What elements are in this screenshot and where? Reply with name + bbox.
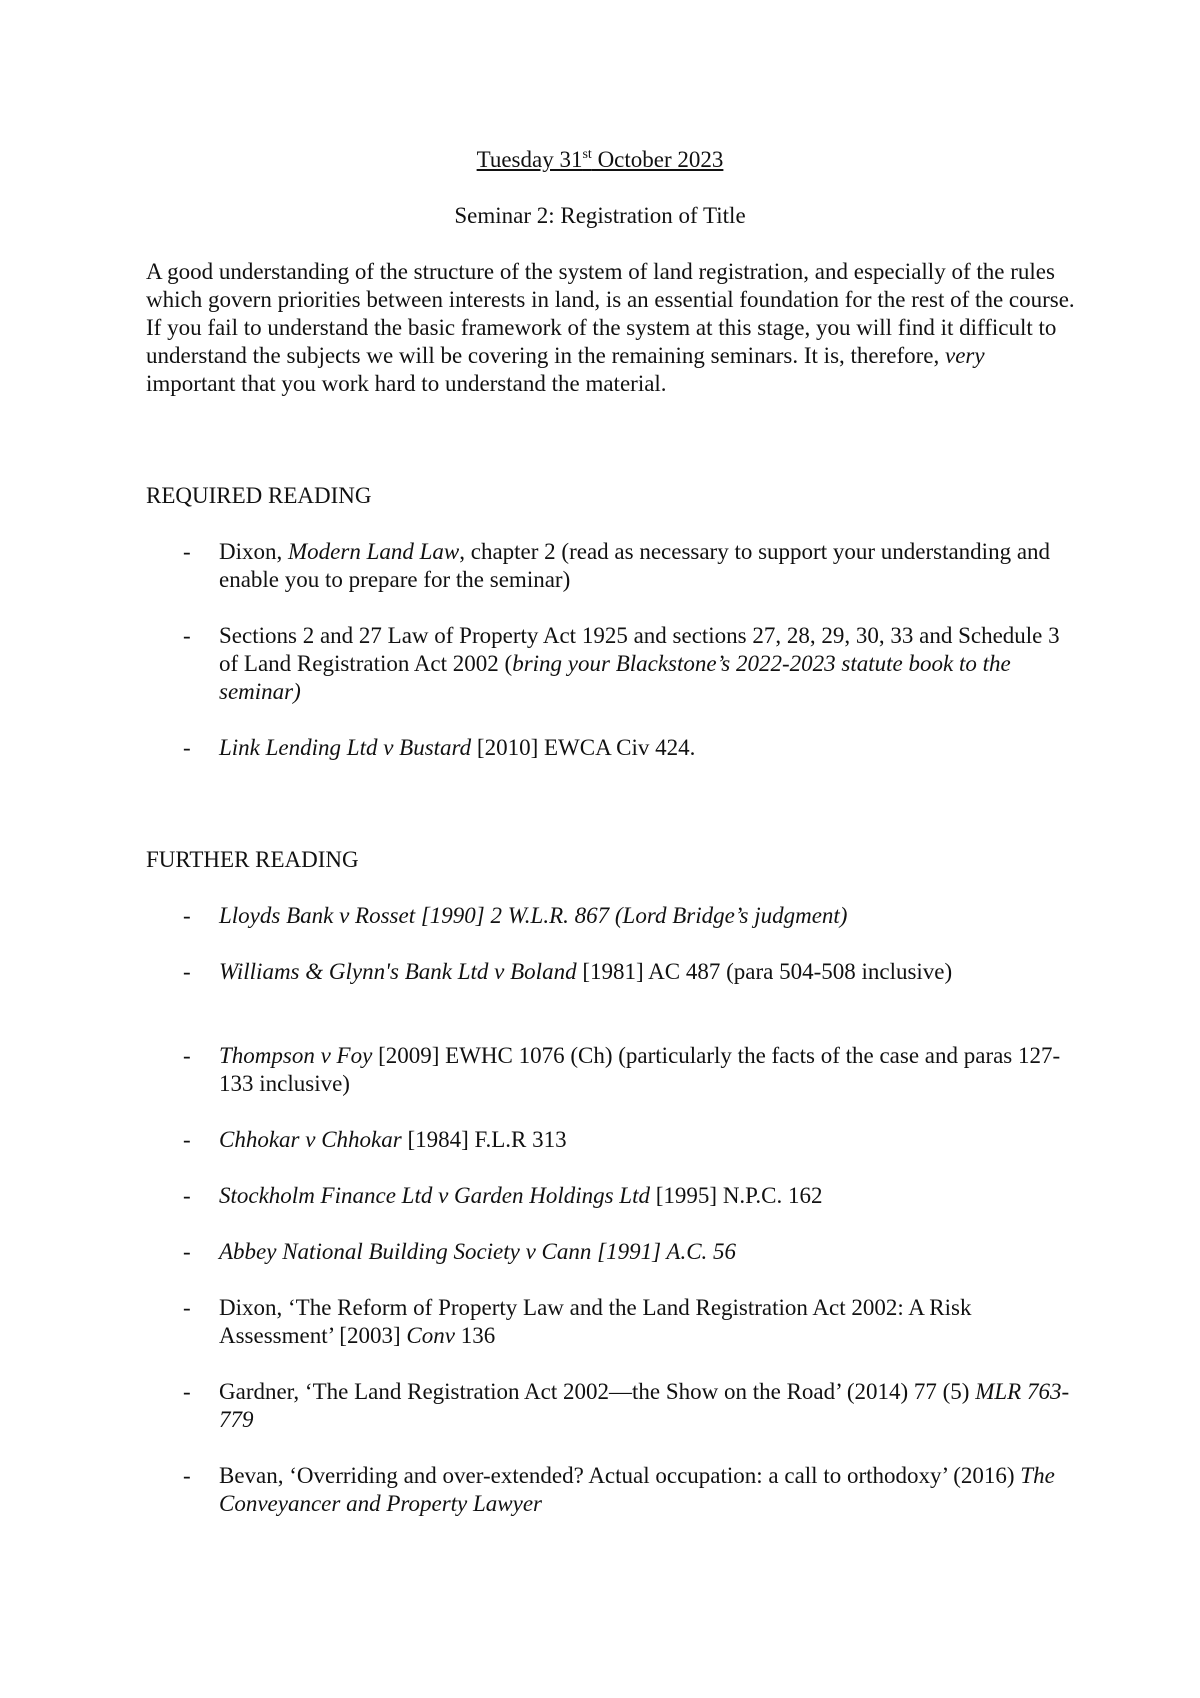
reading-item-italic: Williams & Glynn's Bank Ltd v Boland [219, 959, 577, 984]
reading-item-text: Bevan, ‘Overriding and over-extended? Actual occupation: a call to orthodoxy’ (2016) [219, 1463, 1021, 1488]
reading-item-text: Dixon, [219, 539, 288, 564]
date-heading [0, 146, 1200, 174]
further-reading-list [146, 902, 1076, 1518]
list-dash: - [183, 1295, 191, 1320]
reading-item-text: [2009] EWHC 1076 (Ch) (particularly the facts of the case and paras 127-133 inclusive) [219, 1043, 1061, 1096]
reading-item-text: [1981] AC 487 (para 504-508 inclusive) [576, 959, 953, 984]
list-dash: - [183, 959, 191, 984]
seminar-title: Seminar 2: Registration of Title [454, 203, 746, 228]
reading-item [146, 902, 1076, 930]
date-text: Tuesday 31st October 2023 [476, 147, 724, 172]
reading-item-italic: Chhokar v Chhokar [219, 1127, 402, 1152]
reading-item [146, 958, 1076, 986]
reading-item [146, 538, 1076, 594]
list-dash: - [183, 903, 191, 928]
reading-item [146, 734, 1076, 762]
reading-item-text: Gardner, ‘The Land Registration Act 2002—the Show on the Road’ (2014) 77 (5) [219, 1379, 976, 1404]
reading-item-text: [1995] N.P.C. 162 [650, 1183, 823, 1208]
reading-item-text: [1984] F.L.R 313 [401, 1127, 567, 1152]
list-dash: - [183, 1043, 191, 1068]
reading-item [146, 1378, 1076, 1434]
reading-item-text: Dixon, ‘The Reform of Property Law and the Land Registration Act 2002: A Risk Assessment’ [2003] [219, 1295, 972, 1348]
reading-item-italic: bring your Blackstone’s 2022-2023 statute book to the seminar) [219, 651, 1011, 704]
list-dash: - [183, 1239, 191, 1264]
list-dash: - [183, 539, 191, 564]
further-reading-heading: FURTHER READING [146, 847, 359, 872]
reading-item-italic: Conv [406, 1323, 455, 1348]
reading-item-text: , chapter 2 (read as necessary to support your understanding and enable you to prepare for the seminar) [219, 539, 1051, 592]
reading-item [146, 622, 1076, 706]
list-dash: - [183, 735, 191, 760]
required-reading-heading: REQUIRED READING [146, 483, 372, 508]
reading-item [146, 1294, 1076, 1350]
reading-item [146, 1238, 1076, 1266]
reading-item-text: Sections 2 and 27 Law of Property Act 1925 and sections 27, 28, 29, 30, 33 and Schedule 3 of Land Registration Act 2002 ( [219, 623, 1060, 676]
reading-item-italic: Link Lending Ltd v Bustard [219, 735, 472, 760]
reading-item-italic: Stockholm Finance Ltd v Garden Holdings Ltd [219, 1183, 650, 1208]
list-dash: - [183, 1463, 191, 1488]
intro-paragraph: A good understanding of the structure of the system of land registration, and especially of the rules which govern priorities between interests in land, is an essential foundation for the rest of the course. If you fail to understand the basic framework of the system at this stage, you will find it difficult to understand the subjects we will be covering in the remaining seminars. It is, therefore, very important that you work hard to understand the material. [146, 259, 1075, 396]
required-reading-list [146, 538, 1076, 762]
reading-item [146, 1042, 1076, 1098]
reading-item-italic: Modern Land Law [288, 539, 460, 564]
reading-item-italic: The Conveyancer and Property Lawyer [219, 1463, 1055, 1516]
reading-item-italic: Thompson v Foy [219, 1043, 373, 1068]
list-dash: - [183, 1183, 191, 1208]
list-dash: - [183, 1127, 191, 1152]
reading-item [146, 1126, 1076, 1154]
reading-item-italic: Lloyds Bank v Rosset [1990] 2 W.L.R. 867 (Lord Bridge’s judgment) [219, 903, 848, 928]
reading-item-italic: Abbey National Building Society v Cann [1991] A.C. 56 [219, 1239, 737, 1264]
reading-item [146, 1462, 1076, 1518]
reading-item-text: [2010] EWCA Civ 424. [471, 735, 696, 760]
list-dash: - [183, 623, 191, 648]
reading-item [146, 1182, 1076, 1210]
list-dash: - [183, 1379, 191, 1404]
reading-item-text: 136 [454, 1323, 496, 1348]
reading-item-italic: MLR 763-779 [219, 1379, 1070, 1432]
